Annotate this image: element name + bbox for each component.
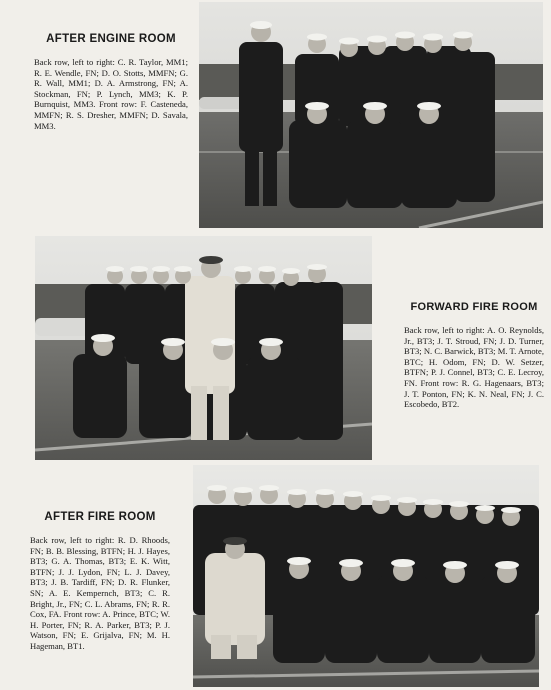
after-fire-room-heading: AFTER FIRE ROOM (44, 511, 156, 523)
after-engine-room-caption-block (34, 32, 188, 131)
after-fire-room-caption-block (30, 510, 170, 652)
after-engine-room-photo (199, 2, 543, 228)
after-fire-room-caption: Back row, left to right: R. D. Rhoods, FN; B. B. Blessing, BTFN; H. J. Hayes, BT3; G. A. Thomas, BT3; E. K. Witt, BTFN; J. J. Lydon, FN; L. J. Davey, BT3; J. B. Tardiff, FN; D. R. Flunker, SN; A. E. Kempernch, BT3; C. R. Bright, Jr., FN; C. L. Abrams, FN; R. R. Cox, FA. Front row: A. Prince, BTC; W. H. Porter, FN; R. A. Parker, BT3; P. J. Watson, FN; E. Grijalva, FN; M. H. Hageman, BT1. (30, 535, 170, 651)
after-fire-room-photo (193, 465, 539, 687)
forward-fire-room-caption-block (404, 300, 544, 410)
forward-fire-room-heading: FORWARD FIRE ROOM (410, 301, 538, 313)
after-engine-room-caption: Back row, left to right: C. R. Taylor, MM1; R. E. Wendle, FN; D. O. Stotts, MMFN; G. R. Wall, MM1; D. A. Armstrong, FN; A. Stockman, FN; P. Lynch, MM3; K. P. Burnquist, MM3. Front row: F. Casteneda, MMFN; R. S. Dresher, MMFN; D. Savala, MM3. (34, 57, 188, 131)
after-engine-room-heading: AFTER ENGINE ROOM (46, 33, 176, 45)
forward-fire-room-photo (35, 236, 372, 460)
forward-fire-room-caption: Back row, left to right: A. O. Reynolds, Jr., BT3; J. T. Stroud, FN; J. D. Turner, BT3; N. C. Barwick, BT3; M. T. Arnote, BTC; H. Odom, FN; D. W. Setzer, BTFN; P. J. Connel, BT3; C. E. Lecroy, FN. Front row: R. G. Hagenaars, BT3; J. T. Ponton, FN; K. N. Neal, FN; J. C. Escobedo, BT2. (404, 325, 544, 410)
